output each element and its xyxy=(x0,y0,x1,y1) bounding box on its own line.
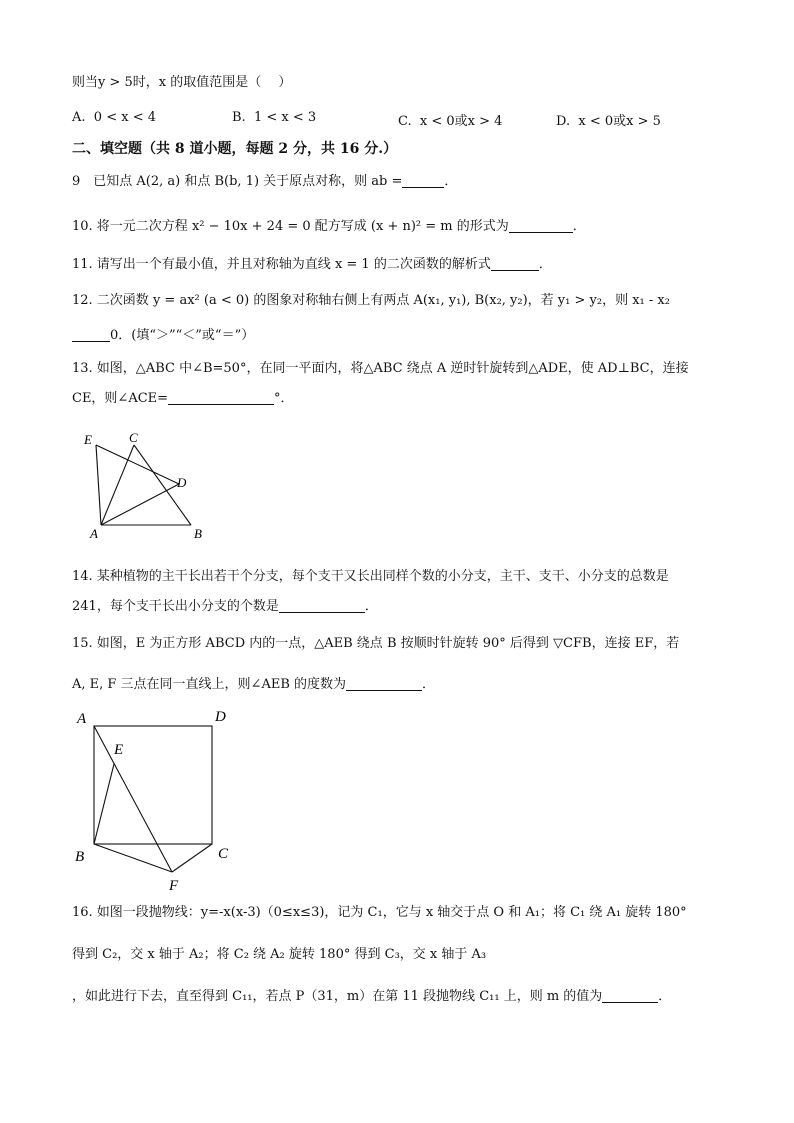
label-a: A xyxy=(90,526,98,541)
q15-period: ． xyxy=(422,677,436,692)
option-a-label: A. xyxy=(72,110,86,125)
question-16-line-2: 得到 C₂，交 x 轴于 A₂；将 C₂ 绕 A₂ 旋转 180° 得到 C₃，交 x 轴于 A₃ xyxy=(72,947,487,962)
answer-blank xyxy=(72,327,110,342)
figure-q15-square xyxy=(72,704,242,894)
answer-blank xyxy=(491,256,539,271)
label-d: D xyxy=(177,475,187,490)
question-14-line-2 xyxy=(72,598,378,616)
option-b-text: 1 < x < 3 xyxy=(253,110,317,125)
q16-text: ，如此进行下去，直至得到 C₁₁，若点 P（31，m）在第 11 段抛物线 C₁₁ 上，则 m 的值为 xyxy=(72,989,603,1004)
question-10 xyxy=(72,218,586,236)
q14-period: ． xyxy=(364,599,378,614)
label-f: F xyxy=(169,878,179,894)
q16-period: ． xyxy=(658,989,672,1004)
q13-degree: °． xyxy=(274,391,294,406)
q9-text: 9 已知点 A(2, a) 和点 B(b, 1) 关于原点对称，则 ab = xyxy=(72,174,403,189)
q13-text: CE，则∠ACE= xyxy=(72,391,169,406)
option-b-label: B. xyxy=(232,110,246,125)
option-c-label: C. xyxy=(398,114,412,129)
label-e: E xyxy=(84,432,92,447)
question-13-line-1: 13. 如图，△ABC 中∠B=50°，在同一平面内，将△ABC 绕点 A 逆时针旋转到△ADE，使 AD⊥BC，连接 xyxy=(72,361,689,376)
question-14-line-1: 14. 某种植物的主干长出若干个分支，每个支干又长出同样个数的小分支，主干、支干、小分支的总数是 xyxy=(72,569,669,584)
q12-text: 0．(填“＞”“＜”或“＝”） xyxy=(110,328,255,343)
option-b xyxy=(232,110,316,125)
label-d: D xyxy=(215,709,226,725)
segment-be xyxy=(94,764,114,844)
segment-ae xyxy=(96,445,101,525)
q14-text: 241，每个支干长出小分支的个数是 xyxy=(72,599,279,614)
question-15-line-1: 15. 如图，E 为正方形 ABCD 内的一点，△AEB 绕点 B 按顺时针旋转 90° 后得到 ▽CFB，连接 EF，若 xyxy=(72,636,680,651)
option-d-label: D. xyxy=(556,114,571,129)
answer-blank xyxy=(279,598,365,613)
square-abcd xyxy=(94,726,212,844)
option-a xyxy=(72,110,156,125)
label-a: A xyxy=(77,711,87,727)
question-11 xyxy=(72,256,552,274)
question-15-line-2 xyxy=(72,676,435,694)
question-9 xyxy=(72,173,457,191)
label-b: B xyxy=(194,526,202,541)
option-d xyxy=(556,110,661,129)
question-12-line-1: 12. 二次函数 y = ax² (a < 0) 的图象对称轴右侧上有两点 A(x₁, y₁), B(x₂, y₂)，若 y₁ > y₂，则 x₁ - x₂ xyxy=(72,293,670,308)
q11-text: 11. 请写出一个有最小值，并且对称轴为直线 x = 1 的二次函数的解析式 xyxy=(72,257,491,272)
option-c xyxy=(398,110,502,129)
answer-blank xyxy=(509,218,573,233)
label-c: C xyxy=(218,846,229,862)
q10-text: 10. 将一元二次方程 x² − 10x + 24 = 0 配方写成 (x + n)² = m 的形式为 xyxy=(72,219,509,234)
segment-bf xyxy=(94,844,172,872)
q9-period: ． xyxy=(444,174,458,189)
q8-stem-tail: 则当y > 5时，x 的取值范围是（ ） xyxy=(72,75,292,90)
answer-blank xyxy=(168,390,274,405)
segment-ac xyxy=(101,445,134,525)
segment-cf xyxy=(172,844,212,872)
option-a-text: 0 < x < 4 xyxy=(93,110,156,125)
question-13-line-2 xyxy=(72,390,294,408)
section-title: 二、填空题（共 8 道小题，每题 2 分，共 16 分.） xyxy=(72,141,398,157)
answer-blank xyxy=(602,988,658,1003)
option-c-text: x < 0或x > 4 xyxy=(419,114,503,129)
question-12-line-2 xyxy=(72,327,254,345)
question-16-line-1: 16. 如图一段抛物线：y=-x(x-3)（0≤x≤3)，记为 C₁，它与 x 轴交于点 O 和 A₁；将 C₁ 绕 A₁ 旋转 180° xyxy=(72,905,687,920)
label-c: C xyxy=(129,430,138,445)
q10-period: ． xyxy=(572,219,586,234)
label-e: E xyxy=(114,742,124,758)
q15-text: A, E, F 三点在同一直线上，则∠AEB 的度数为 xyxy=(72,677,347,692)
label-b: B xyxy=(75,849,85,865)
option-d-text: x < 0或x > 5 xyxy=(578,114,661,129)
figure-q13-triangles xyxy=(78,428,218,543)
segment-ad xyxy=(101,484,179,525)
answer-blank xyxy=(402,173,444,188)
q11-period: ． xyxy=(538,257,552,272)
answer-blank xyxy=(346,676,422,691)
question-16-line-3 xyxy=(72,988,671,1006)
